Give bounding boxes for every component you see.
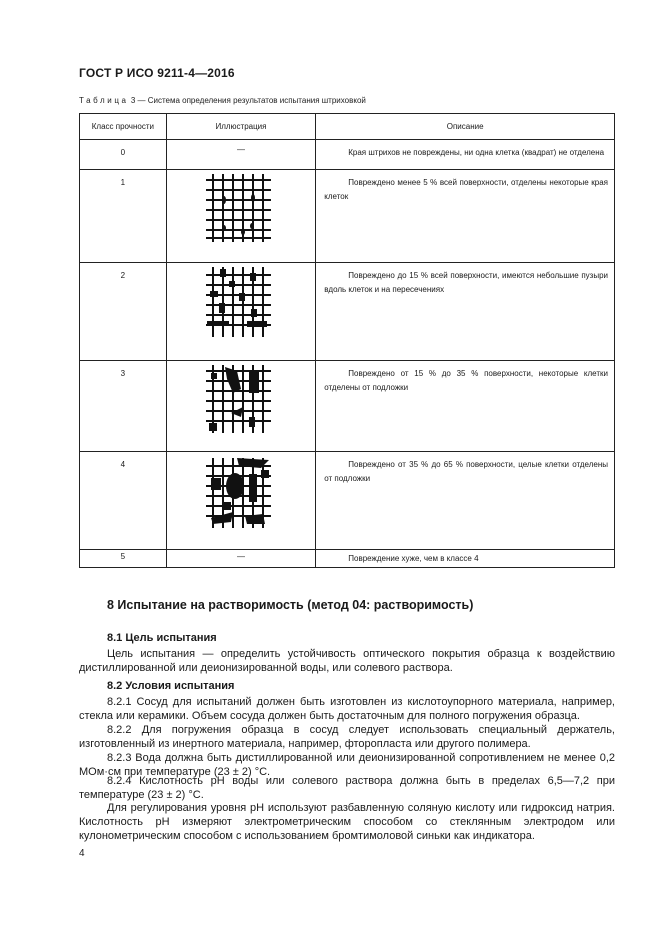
document-header: ГОСТ Р ИСО 9211-4—2016	[79, 66, 235, 80]
table-row	[80, 170, 615, 263]
table-caption	[79, 96, 366, 105]
table-header-row	[80, 114, 615, 140]
class-value: 5	[120, 552, 126, 561]
paragraph-ph-regulation: Для регулирования уровня pH используют разбавленную соляную кислоту или гидроксид натрия. Кислотность pH измеряют электрометрическим способом со стеклянным электродом или кулонометрическим способом с использованием бромтимоловой синьки как индикатора.	[79, 802, 615, 843]
table-row	[80, 550, 615, 568]
paragraph-8-2-2: 8.2.2 Для погружения образца в сосуд следует использовать специальный держатель, изготовленный из инертного материала, например, фторопласта или другого полимера.	[79, 724, 615, 751]
table-row	[80, 140, 615, 170]
class-value: 2	[120, 271, 126, 280]
class-value: 4	[120, 460, 126, 469]
page-number: 4	[79, 848, 85, 859]
header-class: Класс прочности	[80, 114, 167, 140]
header-description: Описание	[316, 114, 615, 140]
section-8-1-text: Цель испытания — определить устойчивость оптического покрытия образца к воздействию дистиллированной или деионизированной воды, или солевого раствора.	[79, 648, 615, 675]
section-8-2-title: 8.2 Условия испытания	[107, 680, 235, 692]
description-text: Повреждение хуже, чем в классе 4	[348, 554, 479, 563]
class-value: 0	[120, 148, 126, 157]
class-value: 1	[120, 178, 126, 187]
description-text: Края штрихов не повреждены, ни одна клетка (квадрат) не отделена	[348, 148, 605, 157]
class-2-grid-illustration	[203, 263, 279, 347]
section-8-title: 8 Испытание на растворимость (метод 04: растворимость)	[107, 598, 474, 612]
description-text: Повреждено менее 5 % всей поверхности, отделены некоторые края клеток	[324, 178, 608, 201]
table-caption-text: 3 — Система определения результатов испытания штриховкой	[130, 96, 366, 105]
paragraph-8-2-4: 8.2.4 Кислотность pH воды или солевого раствора должна быть в пределах 6,5—7,2 при температуре (23 ± 2) °С.	[79, 775, 615, 802]
table-row	[80, 452, 615, 550]
class-1-grid-illustration	[203, 170, 279, 250]
description-text: Повреждено от 15 % до 35 % поверхности, некоторые клетки отделены от подложки	[324, 369, 608, 392]
header-illustration: Иллюстрация	[166, 114, 316, 140]
description-text: Повреждено от 35 % до 65 % поверхности, целые клетки отделены от подложки	[324, 460, 608, 483]
section-8-1-title: 8.1 Цель испытания	[107, 632, 217, 644]
class-value: 3	[120, 369, 126, 378]
description-text: Повреждено до 15 % всей поверхности, имеются небольшие пузыри вдоль клеток и на пересечениях	[324, 271, 608, 294]
paragraph-8-2-3: 8.2.3 Вода должна быть дистиллированной или деионизированной сопротивлением не менее 0,2 МОм·см при температуре (23 ± 2) °С.	[79, 752, 615, 779]
illustration-dash: —	[236, 552, 245, 561]
class-4-grid-illustration	[203, 452, 279, 536]
table-row	[80, 361, 615, 452]
table-row	[80, 263, 615, 361]
table-caption-label: Таблица	[79, 96, 129, 105]
illustration-dash: —	[236, 145, 245, 154]
paragraph-8-2-1: 8.2.1 Сосуд для испытаний должен быть изготовлен из кислотоупорного материала, например, стекла или керамики. Объем сосуда должен быть достаточным для полного погружения образца.	[79, 696, 615, 723]
class-3-grid-illustration	[203, 361, 279, 441]
crosshatch-results-table	[79, 113, 615, 568]
